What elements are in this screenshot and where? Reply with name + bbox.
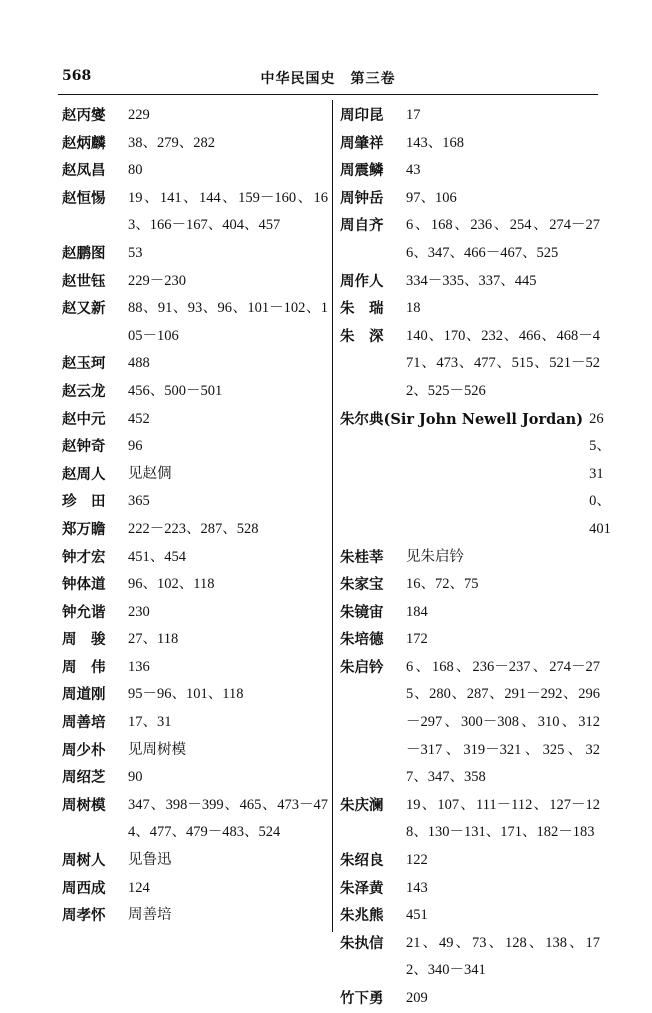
- entry-name: 朱家宝: [340, 576, 384, 594]
- entry-name: 朱执信: [340, 934, 384, 952]
- index-entry: [62, 709, 328, 737]
- index-entry: [62, 516, 328, 544]
- entry-name: 周震鳞: [340, 162, 384, 180]
- index-entry: [62, 488, 328, 516]
- index-entry: [340, 792, 600, 847]
- index-entry: [340, 544, 600, 572]
- entry-name: 郑万瞻: [62, 520, 106, 538]
- entry-pages: 43: [406, 162, 421, 179]
- entry-name: 周道刚: [62, 686, 106, 704]
- entry-pages: 96: [128, 438, 143, 455]
- index-entry: [340, 626, 600, 654]
- index-entry: [62, 847, 328, 875]
- entry-name: 周作人: [340, 272, 384, 290]
- entry-name: 周树人: [62, 852, 106, 870]
- index-entry: [340, 875, 600, 903]
- entry-pages: 265、310、401: [589, 410, 611, 537]
- entry-name: 竹下勇: [340, 990, 384, 1007]
- entry-pages: 6、168、236、254、274－276、347、466－467、525: [406, 217, 600, 261]
- entry-name: 钟允谐: [62, 603, 106, 621]
- entry-name: 周 骏: [62, 631, 106, 649]
- index-entry: [62, 626, 328, 654]
- index-entry: [62, 792, 328, 847]
- entry-name: 赵中元: [62, 410, 106, 428]
- index-entry: [62, 102, 328, 130]
- index-entry: [62, 461, 328, 489]
- index-entry: [62, 875, 328, 903]
- entry-pages: 17、31: [128, 714, 172, 731]
- entry-name: 周西成: [62, 879, 106, 897]
- entry-pages: 124: [128, 879, 150, 896]
- index-entry: [340, 571, 600, 599]
- index-entry: [62, 240, 328, 268]
- index-entry: [62, 406, 328, 434]
- index-entry: [62, 764, 328, 792]
- index-entry: [62, 130, 328, 158]
- entry-pages: 140、170、232、466、468－471、473、477、515、521－522、525－526: [406, 327, 600, 399]
- entry-pages: 17: [406, 107, 421, 123]
- entry-pages: 209: [406, 990, 428, 1006]
- entry-pages: 见周树模: [128, 741, 186, 758]
- entry-pages: 53: [128, 244, 143, 261]
- entry-pages: 97、106: [406, 189, 457, 206]
- entry-name: 赵玉珂: [62, 355, 106, 373]
- index-entry: [340, 406, 611, 544]
- page-number: 568: [62, 68, 92, 84]
- entry-pages: 6、168、236－237、274－275、280、287、291－292、296－297、300－308、310、312－317、319－321、325、327、347、358: [406, 658, 600, 786]
- entry-name: 朱桂莘: [340, 548, 384, 566]
- entry-name: 赵炳麟: [62, 134, 106, 152]
- index-entry: [340, 930, 600, 985]
- entry-name: 周树模: [62, 796, 106, 814]
- entry-pages: 21、49、73、128、138、172、340－341: [406, 934, 600, 979]
- index-entry: [62, 599, 328, 627]
- entry-name: 赵世钰: [62, 272, 106, 290]
- index-entry: [62, 268, 328, 296]
- entry-pages: 18: [406, 300, 421, 317]
- index-entry: [62, 544, 328, 572]
- index-entry: [340, 902, 600, 930]
- entry-pages: 452: [128, 410, 150, 427]
- entry-pages: 见朱启钤: [406, 548, 464, 565]
- entry-name: 赵周人: [62, 465, 106, 483]
- entry-pages: 451、454: [128, 548, 186, 565]
- entry-name: 朱培德: [340, 631, 384, 649]
- entry-pages: 222－223、287、528: [128, 520, 259, 537]
- entry-name: 朱庆澜: [340, 796, 384, 814]
- entry-name: 周肇祥: [340, 134, 384, 152]
- entry-pages: 143、168: [406, 134, 464, 151]
- entry-name: 周自齐: [340, 217, 384, 235]
- entry-pages: 184: [406, 603, 428, 620]
- entry-name: 周少朴: [62, 741, 106, 759]
- entry-pages: 347、398－399、465、473－474、477、479－483、524: [128, 796, 328, 841]
- entry-name: 周绍芝: [62, 769, 106, 787]
- entry-pages: 230: [128, 603, 150, 620]
- index-entry: [340, 185, 600, 213]
- index-entry: [340, 654, 600, 792]
- index-entry: [62, 295, 328, 350]
- entry-pages: 456、500－501: [128, 382, 223, 399]
- index-entry: [62, 654, 328, 682]
- entry-pages: 334－335、337、445: [406, 272, 537, 289]
- index-entry: [62, 571, 328, 599]
- entry-name: 赵云龙: [62, 382, 106, 400]
- index-entry: [340, 295, 600, 323]
- entry-pages: 172: [406, 631, 428, 648]
- index-entry: [62, 902, 328, 930]
- entry-pages: 16、72、75: [406, 576, 479, 593]
- index-entry: [62, 185, 328, 240]
- entry-name: 珍 田: [62, 493, 106, 511]
- column-divider: [332, 100, 333, 932]
- entry-pages: 38、279、282: [128, 134, 215, 151]
- entry-pages: 122: [406, 852, 428, 869]
- index-entry: [340, 212, 600, 267]
- entry-name: 朱泽黄: [340, 879, 384, 897]
- entry-name: 周孝怀: [62, 907, 106, 925]
- page-header: [58, 66, 598, 92]
- entry-name: 钟才宏: [62, 548, 106, 566]
- index-entry: [340, 847, 600, 875]
- entry-name: 赵恒惕: [62, 189, 106, 207]
- entry-name: 朱绍良: [340, 852, 384, 870]
- running-title: 中华民国史 第三卷: [260, 71, 396, 87]
- index-entry: [340, 985, 600, 1013]
- entry-name: 朱尔典(Sir John Newell Jordan): [340, 410, 584, 428]
- entry-pages: 见赵倜: [128, 465, 172, 482]
- index-column-left: [62, 102, 328, 930]
- entry-name: 周 伟: [62, 658, 106, 676]
- entry-pages: 95－96、101、118: [128, 686, 244, 703]
- index-entry: [340, 157, 600, 185]
- entry-pages: 365: [128, 493, 150, 510]
- entry-name: 赵又新: [62, 300, 106, 318]
- index-entry: [340, 268, 600, 296]
- entry-name: 朱 深: [340, 327, 384, 345]
- entry-pages: 88、91、93、96、101－102、105－106: [128, 300, 328, 344]
- index-entry: [62, 433, 328, 461]
- entry-pages: 见鲁迅: [128, 852, 172, 869]
- entry-name: 赵凤昌: [62, 162, 106, 180]
- index-entry: [62, 350, 328, 378]
- entry-name: 赵丙燮: [62, 107, 106, 124]
- entry-name: 朱启钤: [340, 658, 384, 676]
- entry-pages: 488: [128, 355, 150, 372]
- entry-pages: 143: [406, 879, 428, 896]
- entry-pages: 周善培: [128, 907, 172, 924]
- entry-pages: 27、118: [128, 631, 179, 648]
- index-entry: [340, 130, 600, 158]
- header-rule: [58, 94, 598, 95]
- entry-name: 朱 瑞: [340, 300, 384, 318]
- entry-pages: 229: [128, 107, 150, 123]
- entry-name: 朱镜宙: [340, 603, 384, 621]
- entry-name: 赵鹏图: [62, 244, 106, 262]
- entry-name: 周钟岳: [340, 189, 384, 207]
- entry-pages: 136: [128, 658, 150, 675]
- entry-pages: 80: [128, 162, 143, 179]
- index-entry: [62, 681, 328, 709]
- entry-pages: 90: [128, 769, 143, 786]
- index-entry: [62, 157, 328, 185]
- entry-name: 赵钟奇: [62, 438, 106, 456]
- entry-name: 朱兆熊: [340, 907, 384, 925]
- index-entry: [62, 737, 328, 765]
- entry-name: 周印昆: [340, 107, 384, 124]
- index-entry: [340, 599, 600, 627]
- entry-pages: 19、141、144、159－160、163、166－167、404、457: [128, 189, 328, 234]
- entry-name: 周善培: [62, 714, 106, 732]
- entry-pages: 229－230: [128, 272, 186, 289]
- index-column-right: [340, 102, 611, 1013]
- index-entry: [340, 323, 600, 406]
- entry-pages: 19、107、111－112、127－128、130－131、171、182－183: [406, 796, 600, 841]
- entry-pages: 96、102、118: [128, 576, 215, 593]
- index-entry: [62, 378, 328, 406]
- entry-pages: 451: [406, 907, 428, 924]
- index-entry: [340, 102, 600, 130]
- entry-name: 钟体道: [62, 576, 106, 594]
